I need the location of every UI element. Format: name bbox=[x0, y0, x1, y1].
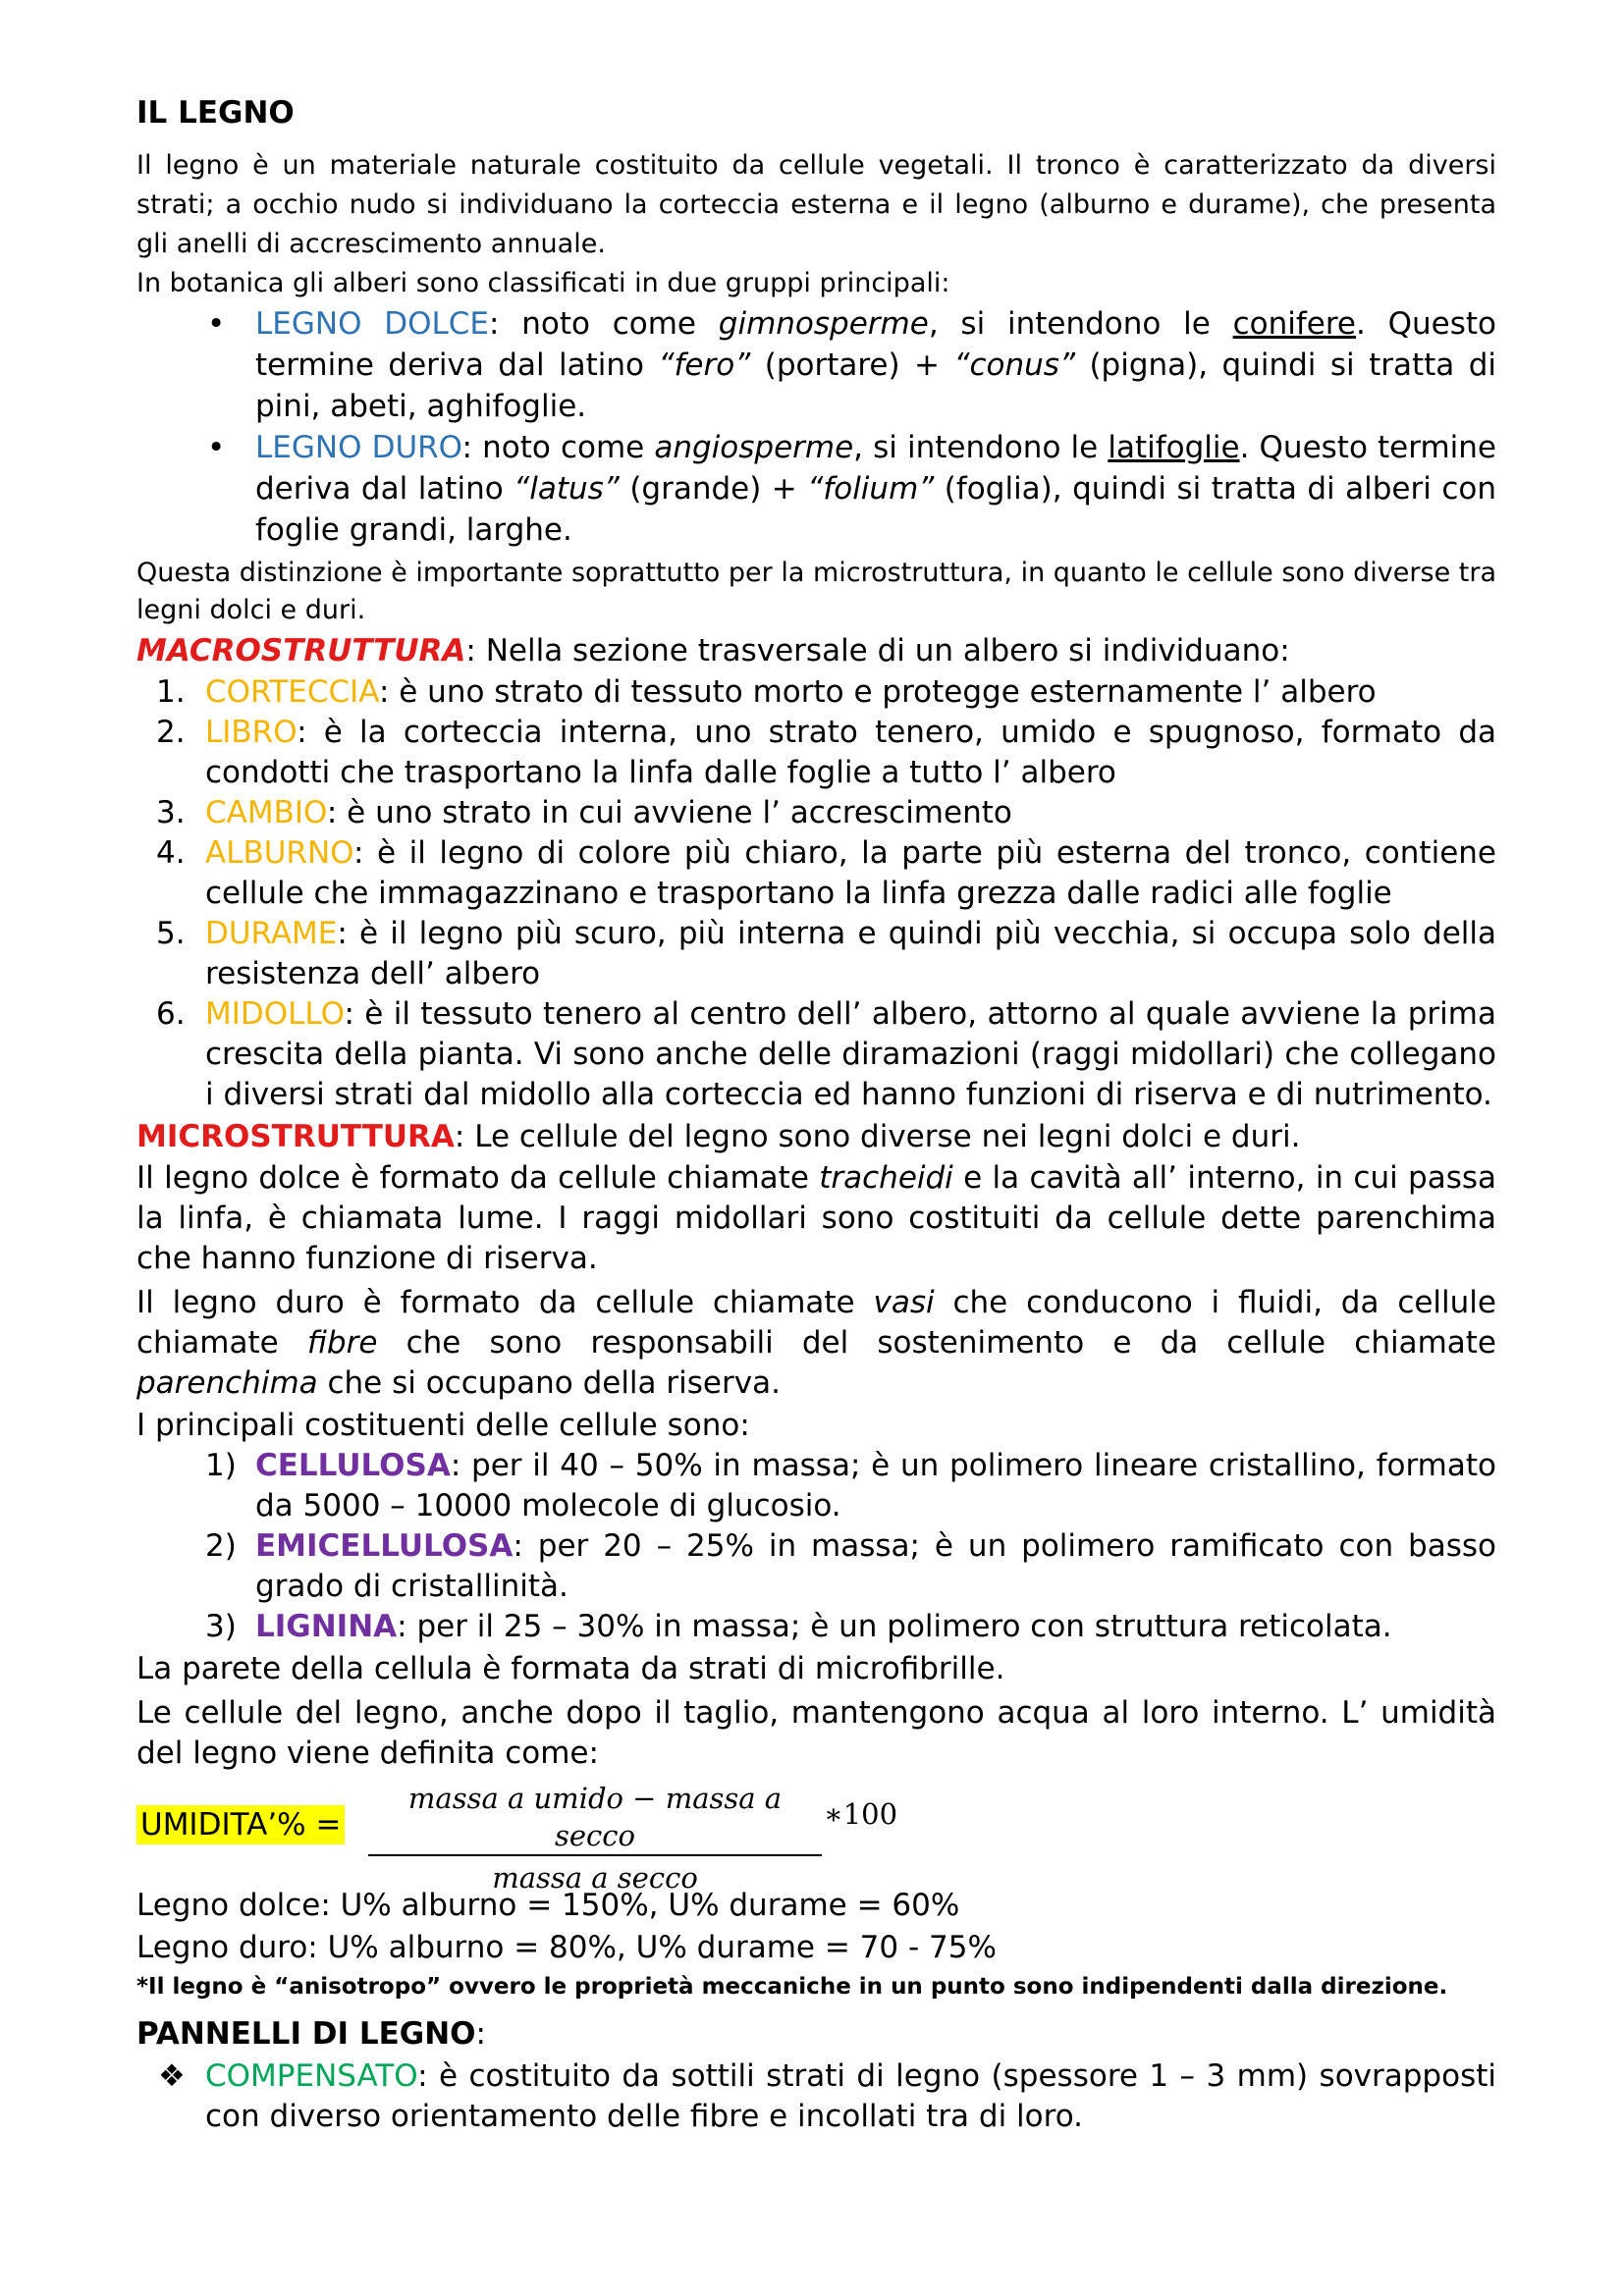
diamond-bullet-icon: ❖ bbox=[158, 2057, 186, 2094]
list-item: 2. LIBRO: è la corteccia interna, uno strato tenero, umido e spugnoso, formato da condotti che trasportano la linfa dalle foglie a tutto l’ albero bbox=[156, 714, 1496, 790]
list-item: 3. CAMBIO: è uno strato in cui avviene l’ accrescimento bbox=[156, 794, 1012, 830]
constituents-list bbox=[136, 1446, 1496, 1647]
panels-list bbox=[136, 2056, 1496, 2137]
formula-denominator: massa a secco bbox=[492, 1860, 698, 1895]
term-broadleaves: latifoglie bbox=[1108, 429, 1240, 465]
panels-heading: PANNELLI DI LEGNO: bbox=[136, 2015, 486, 2052]
distinction-paragraph: Questa distinzione è importante soprattutto per la microstruttura, in quanto le cellule sono diverse tra legni dolci e duri. bbox=[136, 557, 1496, 625]
list-item: 2) EMICELLULOSA: per 20 – 25% in massa; è un polimero ramificato con basso grado di cristallinità. bbox=[205, 1527, 1496, 1604]
list-item: 6. MIDOLLO: è il tessuto tenero al centro dell’ albero, attorno al quale avviene la prima crescita della pianta. Vi sono anche delle diramazioni (raggi midollari) che collegano i diversi strati dal midollo alla corteccia ed hanno funzioni di riserva e di nutrimento. bbox=[156, 995, 1496, 1112]
cell-wall-paragraph: La parete della cellula è formata da strati di microfibrille. bbox=[136, 1650, 1005, 1686]
intro-classification: In botanica gli alberi sono classificati in due gruppi principali: bbox=[136, 267, 950, 298]
microstructure-label: MICROSTRUTTURA bbox=[136, 1118, 455, 1154]
hardwood-cells-paragraph: Il legno duro è formato da cellule chiamate vasi che conducono i fluidi, da cellule chiamate fibre che sono responsabili del sostenimento e da cellule chiamate parenchima che si occupano della riserva. bbox=[136, 1284, 1497, 1401]
term-softwood: LEGNO DOLCE bbox=[255, 305, 490, 342]
list-item: 3) LIGNINA: per il 25 – 30% in massa; è un polimero con struttura reticolata. bbox=[205, 1608, 1392, 1644]
wood-groups-list bbox=[136, 303, 1496, 551]
term-hardwood: LEGNO DURO bbox=[255, 429, 462, 465]
softwood-cells-paragraph: Il legno dolce è formato da cellule chiamate tracheidi e la cavità all’ interno, in cui passa la linfa, è chiamata lume. I raggi midollari sono costituiti da cellule dette parenchima che hanno funzione di riserva. bbox=[136, 1159, 1496, 1276]
document-content bbox=[136, 94, 1496, 2137]
bullet-icon: • bbox=[207, 429, 226, 465]
bullet-icon: • bbox=[207, 305, 226, 342]
softwood-moisture-values: Legno dolce: U% alburno = 150%, U% durame = 60% bbox=[136, 1887, 960, 1923]
formula-numerator: massa a umido − massa a secco bbox=[407, 1781, 783, 1852]
term-gymnosperms: gimnosperme bbox=[718, 305, 929, 342]
fraction-bar bbox=[368, 1854, 822, 1856]
term-conifers: conifere bbox=[1232, 305, 1356, 342]
list-item: ❖ COMPENSATO: è costituito da sottili strati di legno (spessore 1 – 3 mm) sovrapposti con diverso orientamento delle fibre e incollati tra di loro. bbox=[158, 2057, 1496, 2134]
formula-multiplier: ∗100 bbox=[824, 1796, 898, 1831]
microstructure-heading: MICROSTRUTTURA: Le cellule del legno sono diverse nei legni dolci e duri. bbox=[136, 1118, 1301, 1154]
macrostructure-label: MACROSTRUTTURA bbox=[136, 632, 466, 668]
anisotropy-note: *Il legno è “anisotropo” ovvero le proprietà meccaniche in un punto sono indipendenti dalla direzione. bbox=[136, 1973, 1448, 2000]
list-item-hardwood: • LEGNO DURO: noto come angiosperme, si intendono le latifoglie. Questo termine deriva dal latino “latus” (grande) + “folium” (foglia), quindi si tratta di alberi con foglie grandi, larghe. bbox=[136, 427, 1496, 551]
hardwood-moisture-values: Legno duro: U% alburno = 80%, U% durame = 70 - 75% bbox=[136, 1929, 997, 1965]
list-item: 4. ALBURNO: è il legno di colore più chiaro, la parte più esterna del tronco, contiene cellule che immagazzinano e trasportano la linfa grezza dalle radici alle foglie bbox=[156, 834, 1496, 911]
moisture-formula bbox=[136, 1780, 1496, 1895]
constituents-intro: I principali costituenti delle cellule sono: bbox=[136, 1407, 750, 1443]
term-angiosperms: angiosperme bbox=[654, 429, 854, 465]
list-item: 1. CORTECCIA: è uno strato di tessuto morto e protegge esternamente l’ albero bbox=[156, 673, 1377, 710]
formula-fraction bbox=[368, 1780, 822, 1896]
intro-paragraph: Il legno è un materiale naturale costituito da cellule vegetali. Il tronco è caratterizzato da diversi strati; a occhio nudo si individuano la corteccia esterna e il legno (alburno e durame), che presenta gli anelli di accrescimento annuale. bbox=[136, 149, 1496, 259]
list-item: 5. DURAME: è il legno più scuro, più interna e quindi più vecchia, si occupa solo della resistenza dell’ albero bbox=[156, 915, 1496, 991]
list-item: 1) CELLULOSA: per il 40 – 50% in massa; è un polimero lineare cristallino, formato da 5000 – 10000 molecole di glucosio. bbox=[205, 1447, 1496, 1523]
macrostructure-list bbox=[136, 672, 1496, 1115]
list-item-softwood: • LEGNO DOLCE: noto come gimnosperme, si intendono le conifere. Questo termine deriva dal latino “fero” (portare) + “conus” (pigna), quindi si tratta di pini, abeti, aghifoglie. bbox=[136, 303, 1496, 427]
moisture-intro-paragraph: Le cellule del legno, anche dopo il taglio, mantengono acqua al loro interno. L’ umidità del legno viene definita come: bbox=[136, 1694, 1496, 1771]
moisture-formula-label: UMIDITA’% = bbox=[136, 1805, 345, 1844]
macrostructure-heading: MACROSTRUTTURA: Nella sezione trasversale di un albero si individuano: bbox=[136, 632, 1290, 668]
page-title: IL LEGNO bbox=[136, 95, 295, 131]
